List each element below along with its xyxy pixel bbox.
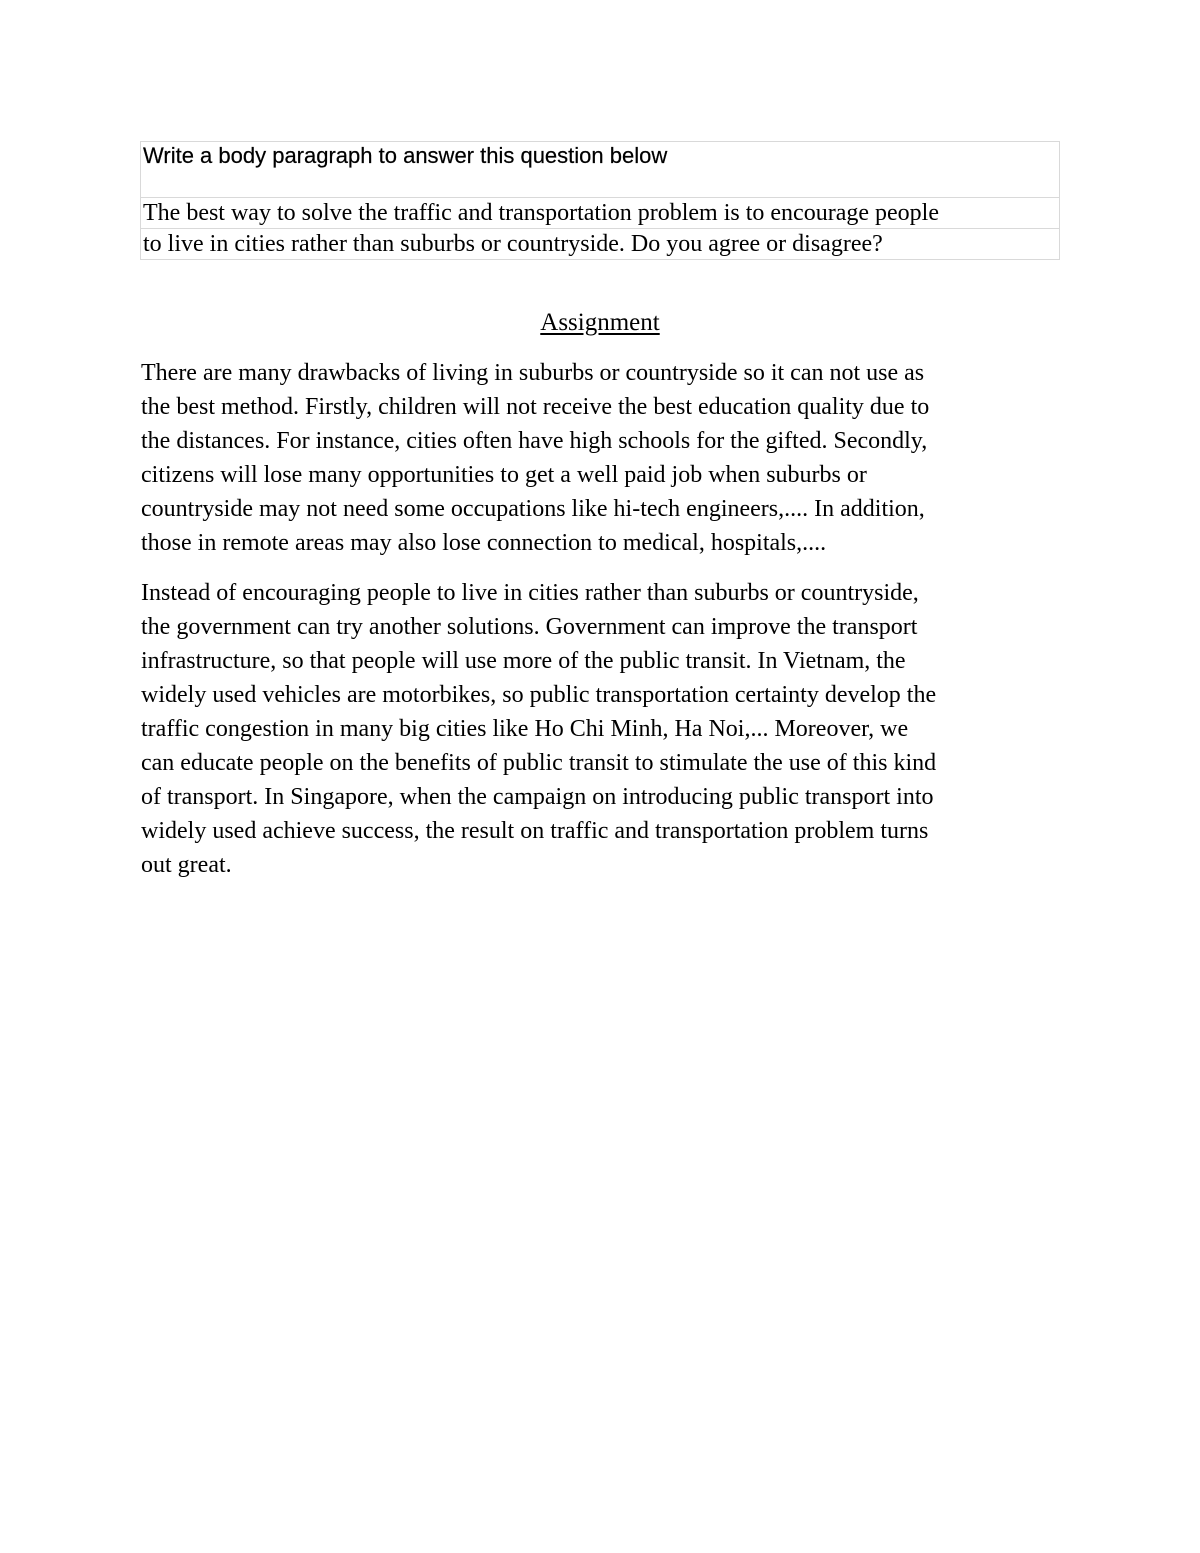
- essay-paragraph: [141, 576, 1059, 882]
- essay-paragraph: [141, 356, 1059, 560]
- paragraph-line: Instead of encouraging people to live in cities rather than suburbs or countryside,: [141, 580, 919, 606]
- paragraph-line: the distances. For instance, cities often have high schools for the gifted. Secondly,: [141, 428, 928, 454]
- paragraph-line: the government can try another solutions. Government can improve the transport: [141, 614, 918, 640]
- prompt-question-line: to live in cities rather than suburbs or countryside. Do you agree or disagree?: [141, 229, 1060, 260]
- paragraph-line: out great.: [141, 852, 232, 878]
- paragraph-line: of transport. In Singapore, when the campaign on introducing public transport into: [141, 784, 934, 810]
- paragraph-line: countryside may not need some occupations like hi-tech engineers,.... In addition,: [141, 496, 925, 522]
- paragraph-line: the best method. Firstly, children will not receive the best education quality due to: [141, 394, 930, 420]
- paragraph-line: traffic congestion in many big cities like Ho Chi Minh, Ha Noi,... Moreover, we: [141, 716, 909, 742]
- prompt-table: [140, 141, 1060, 260]
- prompt-question-row: [141, 229, 1060, 260]
- paragraph-line: citizens will lose many opportunities to get a well paid job when suburbs or: [141, 462, 867, 488]
- paragraph-line: can educate people on the benefits of public transit to stimulate the use of this kind: [141, 750, 937, 776]
- paragraph-line: widely used vehicles are motorbikes, so public transportation certainty develop the: [141, 682, 937, 708]
- paragraph-line: those in remote areas may also lose connection to medical, hospitals,....: [141, 530, 827, 556]
- prompt-heading: Write a body paragraph to answer this question below: [141, 142, 1060, 198]
- section-title-text: Assignment: [540, 309, 660, 336]
- prompt-heading-row: [141, 142, 1060, 198]
- paragraph-line: infrastructure, so that people will use more of the public transit. In Vietnam, the: [141, 648, 906, 674]
- paragraph-line: There are many drawbacks of living in suburbs or countryside so it can not use as: [141, 360, 925, 386]
- section-title: [0, 307, 1200, 339]
- paragraph-line: widely used achieve success, the result on traffic and transportation problem turns: [141, 818, 929, 844]
- prompt-question-line: The best way to solve the traffic and transportation problem is to encourage people: [141, 198, 1060, 229]
- prompt-question-row: [141, 198, 1060, 229]
